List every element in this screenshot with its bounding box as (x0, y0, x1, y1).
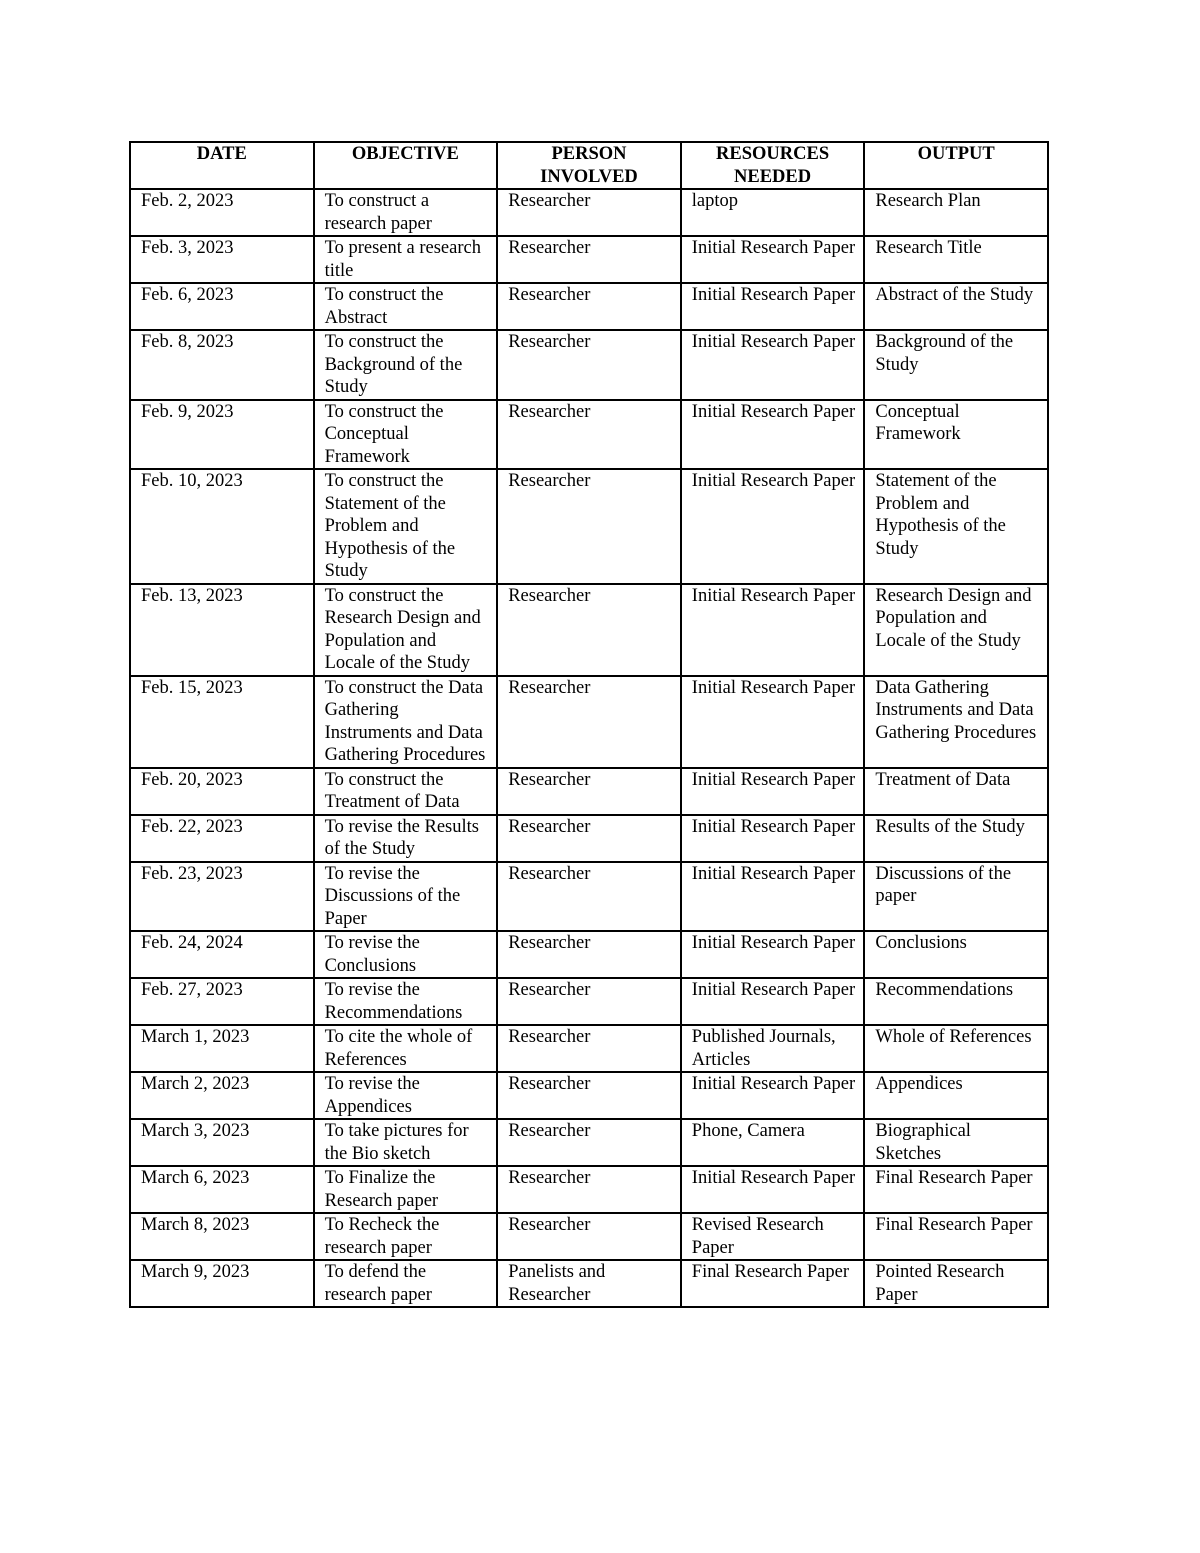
person-involved-cell (497, 931, 681, 978)
cell-text: Revised Research Paper (691, 1215, 824, 1258)
cell-text: Researcher (508, 471, 591, 491)
cell-text: Published Journals, Articles (691, 1027, 836, 1070)
cell-text: Feb. 9, 2023 (141, 401, 234, 422)
resources-needed-cell (681, 1166, 865, 1213)
cell-text: Research Plan (875, 191, 981, 211)
cell-text: Researcher (508, 238, 591, 258)
resources-needed-cell (681, 676, 865, 768)
cell-text: Researcher (508, 980, 591, 1000)
output-cell (864, 676, 1048, 768)
objective-cell (314, 189, 498, 236)
table-body (130, 189, 1048, 1307)
resources-needed-cell (681, 1025, 865, 1072)
table-row (130, 1119, 1048, 1166)
cell-text: To revise the Conclusions (324, 933, 420, 976)
cell-text: March 6, 2023 (141, 1168, 250, 1188)
date-cell (130, 469, 314, 584)
cell-text: Initial Research Paper (691, 585, 856, 606)
cell-text: To defend the research paper (324, 1262, 432, 1305)
header-date: DATE (130, 142, 314, 189)
resources-needed-cell (681, 330, 865, 400)
output-cell (864, 978, 1048, 1025)
output-cell (864, 584, 1048, 676)
output-cell (864, 1166, 1048, 1213)
header-objective: OBJECTIVE (314, 142, 498, 189)
resources-needed-cell (681, 236, 865, 283)
date-cell (130, 1025, 314, 1072)
date-cell (130, 330, 314, 400)
table-row (130, 1072, 1048, 1119)
cell-text: To revise the Results of the Study (324, 816, 479, 859)
cell-text: Recommendations (875, 980, 1014, 1000)
cell-text: Final Research Paper (875, 1168, 1033, 1188)
objective-cell (314, 1025, 498, 1072)
cell-text: Treatment of Data (875, 769, 1011, 790)
person-involved-cell (497, 283, 681, 330)
output-cell (864, 189, 1048, 236)
cell-text: Initial Research Paper (691, 1074, 856, 1094)
cell-text: Appendices (875, 1074, 963, 1094)
resources-needed-cell (681, 189, 865, 236)
table-row (130, 676, 1048, 768)
date-cell (130, 1213, 314, 1260)
date-cell (130, 283, 314, 330)
cell-text: Results of the Study (875, 816, 1025, 837)
resources-needed-cell (681, 400, 865, 470)
cell-text: Initial Research Paper (691, 769, 856, 790)
cell-text: Feb. 20, 2023 (141, 769, 243, 790)
date-cell (130, 584, 314, 676)
objective-cell (314, 1166, 498, 1213)
person-involved-cell (497, 236, 681, 283)
resources-needed-cell (681, 1213, 865, 1260)
cell-text: Researcher (508, 1074, 591, 1094)
cell-text: To revise the Discussions of the Paper (324, 863, 461, 929)
cell-text: To construct the Treatment of Data (324, 769, 460, 812)
objective-cell (314, 676, 498, 768)
cell-text: Conceptual Framework (875, 401, 961, 444)
person-involved-cell (497, 815, 681, 862)
cell-text: Feb. 15, 2023 (141, 677, 243, 698)
person-involved-cell (497, 978, 681, 1025)
cell-text: Abstract of the Study (875, 285, 1034, 305)
date-cell (130, 1260, 314, 1307)
person-involved-cell (497, 189, 681, 236)
cell-text: To construct the Background of the Study (324, 332, 463, 397)
cell-text: Initial Research Paper (691, 332, 856, 352)
table-row (130, 1166, 1048, 1213)
cell-text: To construct the Conceptual Framework (324, 401, 444, 467)
resources-needed-cell (681, 584, 865, 676)
header-row (130, 142, 1048, 189)
objective-cell (314, 768, 498, 815)
resources-needed-cell (681, 862, 865, 932)
header-person-involved: PERSON INVOLVED (497, 142, 681, 189)
cell-text: March 8, 2023 (141, 1215, 250, 1235)
output-cell (864, 1213, 1048, 1260)
resources-needed-cell (681, 469, 865, 584)
cell-text: To cite the whole of References (324, 1027, 473, 1070)
cell-text: Feb. 13, 2023 (141, 585, 243, 606)
table-row (130, 400, 1048, 470)
date-cell (130, 978, 314, 1025)
cell-text: Statement of the Problem and Hypothesis of the Study (875, 471, 1006, 559)
table-row (130, 283, 1048, 330)
table-row (130, 768, 1048, 815)
objective-cell (314, 978, 498, 1025)
cell-text: Feb. 8, 2023 (141, 332, 234, 352)
cell-text: Pointed Research Paper (875, 1262, 1005, 1305)
cell-text: Initial Research Paper (691, 980, 856, 1000)
cell-text: Researcher (508, 585, 591, 606)
output-cell (864, 330, 1048, 400)
objective-cell (314, 236, 498, 283)
output-cell (864, 862, 1048, 932)
date-cell (130, 236, 314, 283)
cell-text: To revise the Recommendations (324, 980, 463, 1023)
person-involved-cell (497, 1072, 681, 1119)
cell-text: March 2, 2023 (141, 1074, 250, 1094)
resources-needed-cell (681, 1072, 865, 1119)
resources-needed-cell (681, 815, 865, 862)
cell-text: Feb. 10, 2023 (141, 471, 243, 491)
cell-text: Panelists and Researcher (508, 1262, 606, 1305)
objective-cell (314, 1072, 498, 1119)
resources-needed-cell (681, 1119, 865, 1166)
output-cell (864, 1025, 1048, 1072)
header-output: OUTPUT (864, 142, 1048, 189)
objective-cell (314, 584, 498, 676)
cell-text: To construct the Abstract (324, 285, 444, 328)
cell-text: March 3, 2023 (141, 1121, 250, 1141)
cell-text: Feb. 27, 2023 (141, 980, 243, 1000)
table-row (130, 931, 1048, 978)
date-cell (130, 931, 314, 978)
cell-text: laptop (691, 191, 739, 211)
cell-text: Initial Research Paper (691, 401, 856, 422)
output-cell (864, 400, 1048, 470)
output-cell (864, 283, 1048, 330)
person-involved-cell (497, 1260, 681, 1307)
person-involved-cell (497, 1025, 681, 1072)
cell-text: Feb. 2, 2023 (141, 191, 234, 211)
table-row (130, 236, 1048, 283)
cell-text: Feb. 3, 2023 (141, 238, 234, 258)
table-row (130, 815, 1048, 862)
cell-text: Initial Research Paper (691, 238, 856, 258)
date-cell (130, 1166, 314, 1213)
cell-text: To construct the Research Design and Population and Locale of the Study (324, 585, 481, 673)
cell-text: Researcher (508, 1215, 591, 1235)
objective-cell (314, 469, 498, 584)
resources-needed-cell (681, 1260, 865, 1307)
objective-cell (314, 931, 498, 978)
cell-text: March 1, 2023 (141, 1027, 250, 1047)
output-cell (864, 1119, 1048, 1166)
cell-text: Researcher (508, 863, 591, 884)
cell-text: To take pictures for the Bio sketch (324, 1121, 469, 1164)
person-involved-cell (497, 584, 681, 676)
table-row (130, 1025, 1048, 1072)
cell-text: Initial Research Paper (691, 471, 856, 491)
cell-text: To construct the Data Gathering Instruments and Data Gathering Procedures (324, 677, 486, 765)
cell-text: To present a research title (324, 238, 481, 281)
cell-text: Background of the Study (875, 332, 1014, 375)
table-row (130, 978, 1048, 1025)
cell-text: Whole of References (875, 1027, 1032, 1047)
table-row (130, 584, 1048, 676)
output-cell (864, 1072, 1048, 1119)
cell-text: Researcher (508, 1121, 591, 1141)
date-cell (130, 400, 314, 470)
table-row (130, 330, 1048, 400)
objective-cell (314, 815, 498, 862)
objective-cell (314, 1260, 498, 1307)
person-involved-cell (497, 330, 681, 400)
output-cell (864, 236, 1048, 283)
person-involved-cell (497, 400, 681, 470)
table-row (130, 189, 1048, 236)
objective-cell (314, 400, 498, 470)
table-row (130, 469, 1048, 584)
cell-text: To construct the Statement of the Problem and Hypothesis of the Study (324, 471, 456, 581)
cell-text: Researcher (508, 933, 591, 953)
objective-cell (314, 862, 498, 932)
objective-cell (314, 1119, 498, 1166)
cell-text: March 9, 2023 (141, 1262, 250, 1282)
resources-needed-cell (681, 283, 865, 330)
output-cell (864, 469, 1048, 584)
cell-text: To Recheck the research paper (324, 1215, 440, 1258)
cell-text: Final Research Paper (875, 1215, 1033, 1235)
output-cell (864, 768, 1048, 815)
date-cell (130, 676, 314, 768)
cell-text: Phone, Camera (691, 1121, 805, 1141)
cell-text: Feb. 22, 2023 (141, 816, 243, 837)
person-involved-cell (497, 1119, 681, 1166)
cell-text: Initial Research Paper (691, 677, 856, 698)
cell-text: Final Research Paper (691, 1262, 849, 1282)
cell-text: To construct a research paper (324, 191, 432, 234)
cell-text: Initial Research Paper (691, 933, 856, 953)
output-cell (864, 815, 1048, 862)
cell-text: Researcher (508, 191, 591, 211)
objective-cell (314, 330, 498, 400)
objective-cell (314, 1213, 498, 1260)
cell-text: To revise the Appendices (324, 1074, 420, 1117)
date-cell (130, 815, 314, 862)
person-involved-cell (497, 1213, 681, 1260)
date-cell (130, 189, 314, 236)
resources-needed-cell (681, 978, 865, 1025)
cell-text: Researcher (508, 332, 591, 352)
research-schedule-table (129, 141, 1049, 1308)
cell-text: Researcher (508, 677, 591, 698)
output-cell (864, 931, 1048, 978)
cell-text: Researcher (508, 285, 591, 305)
cell-text: Initial Research Paper (691, 285, 856, 305)
date-cell (130, 1072, 314, 1119)
header-resources-needed: RESOURCES NEEDED (681, 142, 865, 189)
objective-cell (314, 283, 498, 330)
cell-text: Feb. 23, 2023 (141, 863, 243, 884)
resources-needed-cell (681, 768, 865, 815)
cell-text: Research Design and Population and Locale of the Study (875, 585, 1032, 651)
cell-text: Conclusions (875, 933, 967, 953)
person-involved-cell (497, 862, 681, 932)
date-cell (130, 1119, 314, 1166)
person-involved-cell (497, 676, 681, 768)
cell-text: Researcher (508, 769, 591, 790)
output-cell (864, 1260, 1048, 1307)
person-involved-cell (497, 1166, 681, 1213)
date-cell (130, 862, 314, 932)
cell-text: Research Title (875, 238, 982, 258)
cell-text: Biographical Sketches (875, 1121, 971, 1164)
resources-needed-cell (681, 931, 865, 978)
cell-text: Feb. 24, 2024 (141, 933, 243, 953)
cell-text: Researcher (508, 1027, 591, 1047)
person-involved-cell (497, 469, 681, 584)
table-header (130, 142, 1048, 189)
table-row (130, 862, 1048, 932)
cell-text: Data Gathering Instruments and Data Gathering Procedures (875, 677, 1037, 743)
date-cell (130, 768, 314, 815)
person-involved-cell (497, 768, 681, 815)
cell-text: Researcher (508, 1168, 591, 1188)
cell-text: Researcher (508, 816, 591, 837)
cell-text: Discussions of the paper (875, 863, 1012, 906)
table-row (130, 1260, 1048, 1307)
cell-text: To Finalize the Research paper (324, 1168, 439, 1211)
cell-text: Initial Research Paper (691, 1168, 856, 1188)
cell-text: Researcher (508, 401, 591, 422)
cell-text: Initial Research Paper (691, 816, 856, 837)
cell-text: Initial Research Paper (691, 863, 856, 884)
cell-text: Feb. 6, 2023 (141, 285, 234, 305)
table-row (130, 1213, 1048, 1260)
